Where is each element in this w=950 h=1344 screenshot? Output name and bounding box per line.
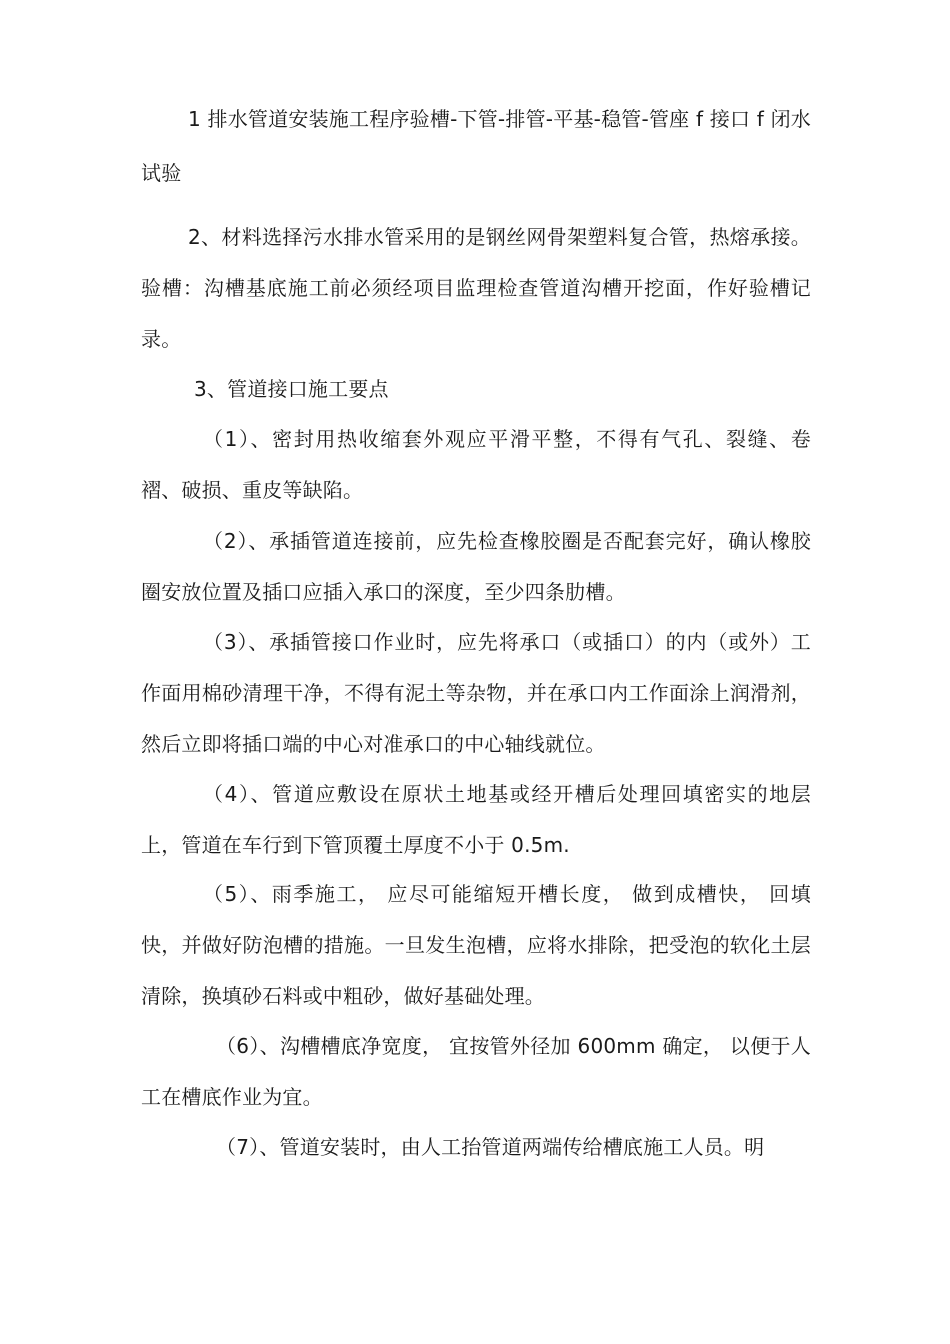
paragraph-item-6: （6）、沟槽槽底净宽度， 宜按管外径加 600mm 确定， 以便于人工在槽底作业为宜。 bbox=[141, 1034, 811, 1109]
paragraph-item-2: （2）、承插管道连接前，应先检查橡胶圈是否配套完好，确认橡胶圈安放位置及插口应插入承口的深度，至少四条肋槽。 bbox=[141, 529, 811, 604]
paragraph-item-4: （4）、管道应敷设在原状土地基或经开槽后处理回填密实的地层上，管道在车行到下管顶覆土厚度不小于 0.5m. bbox=[141, 782, 811, 857]
paragraph-joint-key-points-heading: 3、管道接口施工要点 bbox=[194, 377, 389, 401]
paragraph-item-3: （3）、承插管接口作业时，应先将承口（或插口）的内（或外）工作面用棉砂清理干净，不得有泥土等杂物，并在承口内工作面涂上润滑剂，然后立即将插口端的中心对准承口的中心轴线就位。 bbox=[141, 630, 811, 756]
paragraph-item-1: （1）、密封用热收缩套外观应平滑平整，不得有气孔、裂缝、卷褶、破损、重皮等缺陷。 bbox=[141, 427, 811, 502]
paragraph-construction-procedure: 1 排水管道安装施工程序验槽-下管-排管-平基-稳管-管座 f 接口 f 闭水试验 bbox=[141, 107, 811, 185]
paragraph-material-selection: 2、材料选择污水排水管采用的是钢丝网骨架塑料复合管，热熔承接。验槽：沟槽基底施工前必须经项目监理检查管道沟槽开挖面，作好验槽记录。 bbox=[141, 225, 811, 351]
paragraph-item-5: （5）、雨季施工， 应尽可能缩短开槽长度， 做到成槽快， 回填快，并做好防泡槽的措施。一旦发生泡槽，应将水排除，把受泡的软化土层清除，换填砂石料或中粗砂，做好基础处理。 bbox=[141, 882, 811, 1008]
paragraph-item-7: （7）、管道安装时，由人工抬管道两端传给槽底施工人员。明 bbox=[216, 1135, 765, 1159]
